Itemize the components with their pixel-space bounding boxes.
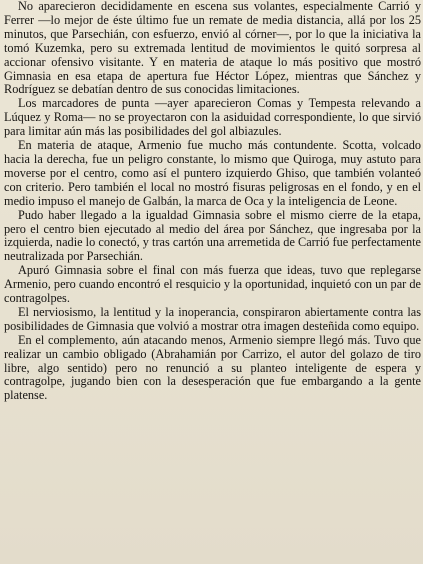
article-paragraph-3: En materia de ataque, Armenio fue mucho más contundente. Scotta, volcado hacia la derecha, fue un peligro constante, lo mismo que Quiroga, muy astuto para moverse por el centro, como así el puntero izquierdo Ghiso, que también volanteó con criterio. Pero también el local no mostró fisuras peligrosas en el fondo, y en el medio impuso el manejo de Galbán, la marca de Oca y la inteligencia de Leone. xyxy=(4,138,421,208)
article-paragraph-4: Pudo haber llegado a la igualdad Gimnasia sobre el mismo cierre de la etapa, pero el centro bien ejecutado al medio del área por Sánchez, que ingresaba por la izquierda, nadie lo conectó, y tras cartón una arremetida de Carrió fue perfectamente neutralizada por Parsechián. xyxy=(4,207,421,264)
article-paragraph-7: En el complemento, aún atacando menos, Armenio siempre llegó más. Tuvo que realizar un cambio obligado (Abrahamián por Carrizo, el autor del golazo de tiro libre, algo sentido) pero no renunció a su planteo inteligente de espera y contragolpe, jugando bien con la desesperación que fue embargando a la gente platense. xyxy=(4,332,421,403)
article-paragraph-2: Los marcadores de punta —ayer aparecieron Comas y Tempesta relevando a Lúquez y Roma— no se proyectaron con la asiduidad correspondiente, lo que sirvió para limitar aún más las posibilidades del gol albiazules. xyxy=(4,96,421,139)
article-body xyxy=(4,0,421,403)
article-paragraph-5: Apuró Gimnasia sobre el final con más fuerza que ideas, tuvo que replegarse Armenio, pero cuando encontró el resquicio y la oportunidad, inquietó con un par de contragolpes. xyxy=(4,263,421,306)
article-paragraph-6: El nerviosismo, la lentitud y la inoperancia, conspiraron abiertamente contra las posibilidades de Gimnasia que volvió a mostrar otra imagen desteñida como equipo. xyxy=(4,304,421,333)
article-paragraph-1: No aparecieron decididamente en escena sus volantes, especialmente Carrió y Ferrer —lo mejor de éste último fue un remate de media distancia, allá por los 25 minutos, que Parsechián, con esfuerzo, envió al córner—, por lo que la iniciativa la tomó Kuzemka, pero su extremada lentitud de movimientos le quitó sorpresa al accionar ofensivo visitante. Y en materia de ataque lo más positivo que mostró Gimnasia en esa etapa de apertura fue Héctor López, mientras que Sánchez y Rodríguez se debatían dentro de sus conocidas limitaciones. xyxy=(4,0,421,97)
